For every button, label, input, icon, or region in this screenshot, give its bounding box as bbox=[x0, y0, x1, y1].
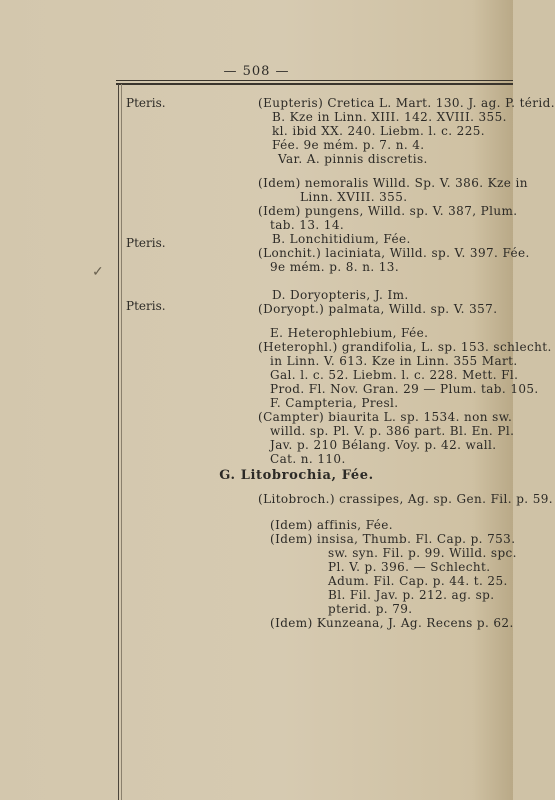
entry-line: B. Lonchitidium, Fée. bbox=[272, 232, 411, 246]
entry-line: Adum. Fil. Cap. p. 44. t. 25. bbox=[328, 574, 508, 588]
entry-line: tab. 13. 14. bbox=[270, 218, 345, 232]
entry-line: 9e mém. p. 8. n. 13. bbox=[270, 260, 400, 274]
page-number: — 508 — bbox=[223, 64, 290, 79]
entry-line: (Eupteris) Cretica L. Mart. 130. J. ag. P. térid. bbox=[258, 96, 555, 110]
margin-label-genus: Pteris. bbox=[126, 96, 166, 110]
entry-line: (Idem) Kunzeana, J. Ag. Recens p. 62. bbox=[270, 616, 514, 630]
entry-line: (Idem) nemoralis Willd. Sp. V. 386. Kze in bbox=[258, 176, 528, 190]
entry-line: F. Campteria, Presl. bbox=[270, 396, 399, 410]
entry-line: Bl. Fil. Jav. p. 212. ag. sp. bbox=[328, 588, 495, 602]
entry-line: E. Heterophlebium, Fée. bbox=[270, 326, 429, 340]
entry-line: Gal. l. c. 52. Liebm. l. c. 228. Mett. Fl. bbox=[270, 368, 519, 382]
entry-line: in Linn. V. 613. Kze in Linn. 355 Mart. bbox=[270, 354, 518, 368]
header-rule-bottom bbox=[116, 83, 513, 85]
pencil-mark-icon: ✓ bbox=[92, 264, 104, 280]
entry-line: sw. syn. Fil. p. 99. Willd. spc. bbox=[328, 546, 517, 560]
entry-line: pterid. p. 79. bbox=[328, 602, 413, 616]
margin-label-genus: Pteris. bbox=[126, 299, 166, 313]
margin-column-rule-inner bbox=[121, 84, 122, 800]
entry-line: B. Kze in Linn. XIII. 142. XVIII. 355. bbox=[272, 110, 507, 124]
section-heading: G. Litobrochia, Fée. bbox=[219, 468, 374, 483]
entry-line: (Litobroch.) crassipes, Ag. sp. Gen. Fil. p. 59. bbox=[258, 492, 553, 506]
entry-line: (Heterophl.) grandifolia, L. sp. 153. schlecht. bbox=[258, 340, 552, 354]
entry-line: (Idem) affinis, Fée. bbox=[270, 518, 393, 532]
entry-line: Prod. Fl. Nov. Gran. 29 — Plum. tab. 105. bbox=[270, 382, 539, 396]
entry-line: Linn. XVIII. 355. bbox=[300, 190, 408, 204]
entry-line: Jav. p. 210 Bélang. Voy. p. 42. wall. bbox=[270, 438, 497, 452]
entry-line: willd. sp. Pl. V. p. 386 part. Bl. En. Pl. bbox=[270, 424, 515, 438]
margin-label-genus: Pteris. bbox=[126, 236, 166, 250]
entry-line: (Doryopt.) palmata, Willd. sp. V. 357. bbox=[258, 302, 498, 316]
entry-line: Pl. V. p. 396. — Schlecht. bbox=[328, 560, 491, 574]
entry-line: (Campter) biaurita L. sp. 1534. non sw. bbox=[258, 410, 513, 424]
entry-line: Var. A. pinnis discretis. bbox=[278, 152, 428, 166]
margin-column-rule bbox=[118, 84, 119, 800]
entry-line: D. Doryopteris, J. Im. bbox=[272, 288, 409, 302]
entry-line: Cat. n. 110. bbox=[270, 452, 346, 466]
entry-line: (Idem) insisa, Thumb. Fl. Cap. p. 753. bbox=[270, 532, 516, 546]
header-rule-top bbox=[116, 80, 513, 81]
entry-line: kl. ibid XX. 240. Liebm. l. c. 225. bbox=[272, 124, 485, 138]
entry-line: (Idem) pungens, Willd. sp. V. 387, Plum. bbox=[258, 204, 518, 218]
entry-line: Fée. 9e mém. p. 7. n. 4. bbox=[272, 138, 425, 152]
entry-line: (Lonchit.) laciniata, Willd. sp. V. 397. Fée. bbox=[258, 246, 530, 260]
